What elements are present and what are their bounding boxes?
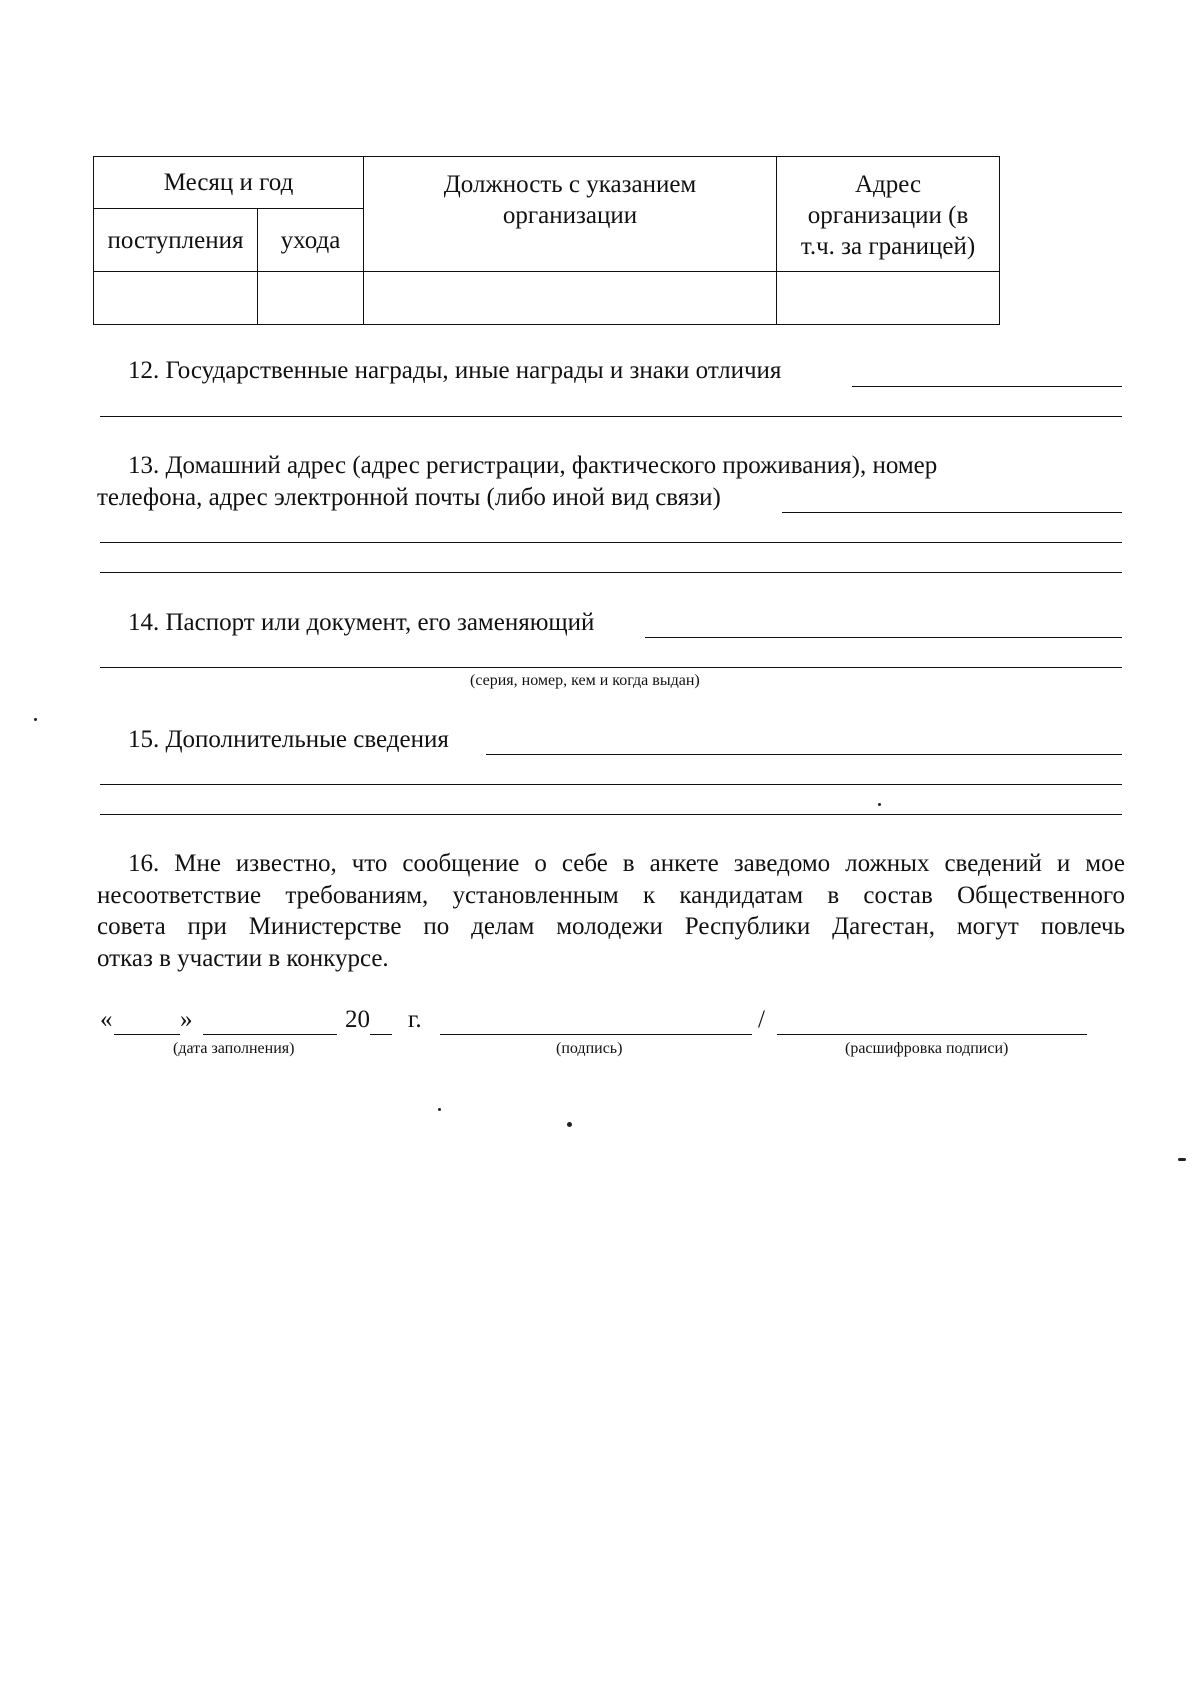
year-prefix: 20 <box>345 1006 370 1033</box>
item13-line2: телефона, адрес электронной почты (либо иной вид связи) <box>97 484 721 511</box>
header-position-line1: Должность с указанием <box>443 171 697 198</box>
header-address-line2: организации (в <box>807 202 969 229</box>
scan-speck <box>438 1108 441 1111</box>
signature-hint: (подпись) <box>556 1040 623 1057</box>
day-field[interactable] <box>114 1034 180 1035</box>
item14-field-line1[interactable] <box>645 637 1122 638</box>
signature-decode-field[interactable] <box>777 1034 1087 1035</box>
header-address-line1: Адрес <box>854 171 922 198</box>
item16-line2: несоответствие требованиям, установленным к кандидатам в состав Общественного <box>97 881 1125 909</box>
table-row <box>94 272 1000 325</box>
item16-line1: 16. Мне известно, что сообщение о себе в анкете заведомо ложных сведений и мое <box>128 850 1125 877</box>
scan-speck <box>878 803 881 806</box>
item14-label: 14. Паспорт или документ, его заменяющий <box>128 609 595 636</box>
header-address <box>777 157 1000 272</box>
slash: / <box>758 1006 765 1033</box>
year-field[interactable] <box>370 1034 392 1035</box>
item16-line4: отказ в участии в конкурсе. <box>97 944 389 972</box>
cell-entry[interactable] <box>94 272 258 325</box>
item15-field-line3[interactable] <box>100 814 1122 815</box>
scan-speck <box>34 718 37 721</box>
cell-address[interactable] <box>777 272 1000 325</box>
item15-label: 15. Дополнительные сведения <box>128 726 449 753</box>
item12-field-line1[interactable] <box>852 386 1122 387</box>
item14-field-line2[interactable] <box>100 667 1122 668</box>
item15-field-line1[interactable] <box>486 754 1122 755</box>
scan-speck <box>1178 1158 1186 1161</box>
decode-hint: (расшифровка подписи) <box>845 1040 1009 1057</box>
item15-field-line2[interactable] <box>100 784 1122 785</box>
month-field[interactable] <box>203 1034 337 1035</box>
header-address-line3: т.ч. за границей) <box>800 233 976 260</box>
header-month-year: Месяц и год <box>94 157 364 209</box>
header-entry: поступления <box>94 209 258 272</box>
quote-close: » <box>180 1006 193 1033</box>
year-suffix: г. <box>408 1006 422 1033</box>
employment-table <box>93 156 1000 325</box>
item16-paragraph <box>97 848 1125 974</box>
signature-field[interactable] <box>440 1034 752 1035</box>
item13-field-line1[interactable] <box>782 512 1122 513</box>
header-position <box>364 157 777 272</box>
cell-position[interactable] <box>364 272 777 325</box>
header-position-line2: организации <box>502 202 638 229</box>
date-hint: (дата заполнения) <box>173 1040 295 1057</box>
item13-field-line3[interactable] <box>100 572 1122 573</box>
scan-speck <box>567 1122 572 1127</box>
quote-open: « <box>100 1006 113 1033</box>
item16-line3: совета при Министерстве по делам молодежи Республики Дагестан, могут повлечь <box>97 913 1125 940</box>
cell-leave[interactable] <box>258 272 364 325</box>
item12-label: 12. Государственные награды, иные награды и знаки отличия <box>128 357 782 384</box>
item12-field-line2[interactable] <box>100 416 1122 417</box>
item14-hint: (серия, номер, кем и когда выдан) <box>470 672 700 689</box>
item13-field-line2[interactable] <box>100 542 1122 543</box>
header-leave: ухода <box>258 209 364 272</box>
item13-line1: 13. Домашний адрес (адрес регистрации, фактического проживания), номер <box>128 452 938 479</box>
